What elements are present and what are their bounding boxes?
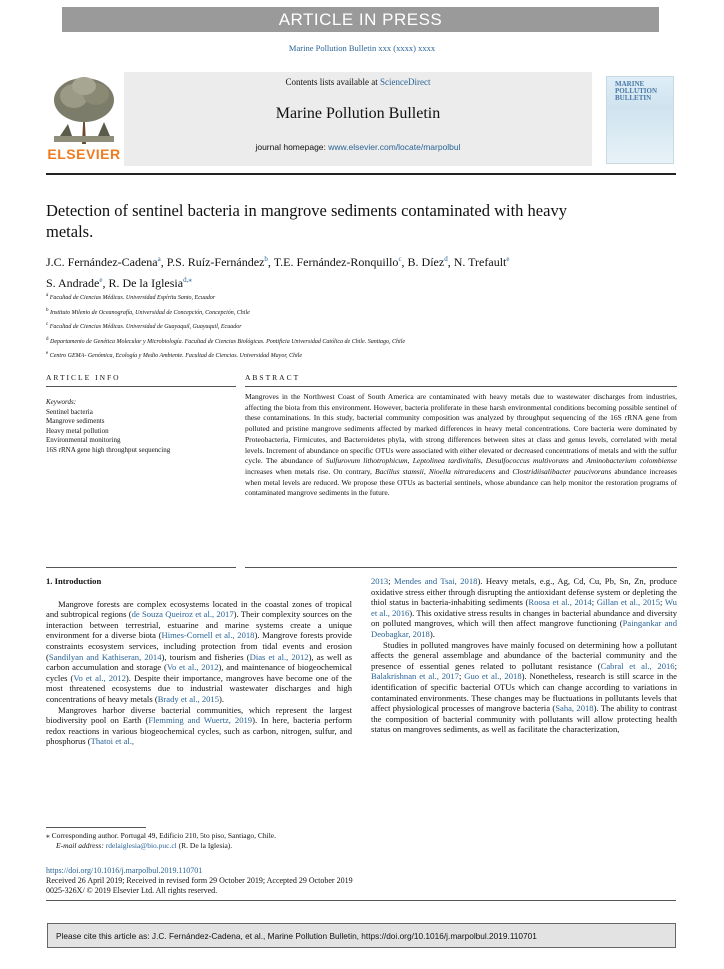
author-affiliation-mark[interactable]: d,⁎ xyxy=(183,276,192,284)
affiliation-item xyxy=(46,348,646,363)
info-rule-bottom xyxy=(46,567,236,568)
contents-line xyxy=(124,77,592,87)
author-affiliation-mark[interactable]: a xyxy=(157,255,161,263)
text: ). Despite their importance, mangroves have become one of the most threatened ecosystems due to industrial wastewater discharges and high concentrations of heavy metals ( xyxy=(46,672,352,704)
article-info-heading: ARTICLE INFO xyxy=(46,373,121,382)
citation-link[interactable]: Flemming and Wuertz, 2019 xyxy=(148,715,253,726)
text: Mangrove forests are complex ecosystems located in the coastal zones of tropical and subtropical regions ( xyxy=(46,598,352,620)
abstract-rule-bottom xyxy=(245,567,677,568)
sciencedirect-link[interactable]: ScienceDirect xyxy=(380,77,431,87)
abstract-part: and xyxy=(495,466,513,476)
citation-link[interactable]: Saha, 2018 xyxy=(555,703,594,714)
abstract-species: Sulfurovum lithotrophicum, Leptolinea tardivitalis, Desulfococcus multivorans xyxy=(325,456,569,466)
author-name: , R. De la Iglesia xyxy=(102,276,184,290)
citation-box: Please cite this article as: J.C. Fernández-Cadena, et al., Marine Pollution Bulletin, https://doi.org/10.1016/j.marpolbul.2019.110701 xyxy=(47,923,676,948)
text: ). xyxy=(429,628,435,639)
author-name: , B. Díez xyxy=(401,255,445,269)
citation-link[interactable]: Himes-Cornell et al., 2018 xyxy=(161,630,255,641)
contents-prefix: Contents lists available at xyxy=(285,77,380,87)
cover-title: MARINE POLLUTION BULLETIN xyxy=(615,80,658,102)
abstract-part: increases when metals rise. On contrary, xyxy=(245,466,375,476)
article-title: Detection of sentinel bacteria in mangrove sediments contaminated with heavy metals. xyxy=(46,201,567,241)
keyword-item: 16S rRNA gene high throughput sequencing xyxy=(46,445,171,454)
email-suffix: (R. De la Iglesia). xyxy=(176,841,233,850)
author-affiliation-mark[interactable]: b xyxy=(264,255,268,263)
author-affiliation-mark[interactable]: e xyxy=(99,276,103,284)
text: ). This oxidative stress results in changes in bacterial abundance and diversity on polluted mangroves, which will then affect mangrove functioning ( xyxy=(371,607,677,629)
citation-link[interactable]: Gillan et al., 2015 xyxy=(596,597,661,608)
author-name: S. Andrade xyxy=(46,276,100,290)
keyword-item: Heavy metal pollution xyxy=(46,426,109,435)
text: ; xyxy=(458,671,465,682)
author-affiliation-mark[interactable]: c xyxy=(398,255,402,263)
citation-link[interactable]: Sandilyan and Kathiseran, 2014 xyxy=(48,651,162,662)
text: ), and maintenance of biogeochemical cycles ( xyxy=(46,662,353,683)
homepage-prefix: journal homepage: xyxy=(255,142,329,152)
body-right-column xyxy=(371,576,677,735)
affiliation-text: Instituto Milenio de Oceanografía, Universidad de Concepción, Concepción, Chile xyxy=(48,309,250,316)
body-left-column xyxy=(46,576,352,747)
email-link[interactable]: rdelaiglesia@bio.puc.cl xyxy=(105,841,177,850)
abstract-rule-top xyxy=(245,386,677,387)
keywords-list xyxy=(46,408,236,456)
author-list xyxy=(46,250,666,292)
abstract-species: Bacillus stamsii, Nioella nitrareducens xyxy=(374,466,496,476)
info-rule-top xyxy=(46,386,236,387)
text: ). Mangrove forests provide constraints ecosystem services, including protection from tidal events and erosion ( xyxy=(46,630,352,662)
citation-link[interactable]: Balakrishnan et al., 2017 xyxy=(371,671,459,682)
journal-header xyxy=(46,72,676,166)
citation-link[interactable]: Roosa et al., 2014 xyxy=(528,597,592,608)
text: ; xyxy=(388,576,395,586)
copyright: 0025-326X/ © 2019 Elsevier Ltd. All rights reserved. xyxy=(46,886,218,895)
article-metadata xyxy=(46,866,676,896)
text: Studies in polluted mangroves have mainly focused on determining how a pollutant affects the general assemblage and abundance of the bacterial community and the presence of essential genes related to pollutant resistance ( xyxy=(371,639,677,671)
abstract-heading: ABSTRACT xyxy=(245,373,301,382)
citation-link[interactable]: Wu et al., 2016 xyxy=(371,597,677,618)
author-name: , N. Trefault xyxy=(447,255,507,269)
text: ). Heavy metals, e.g., Ag, Cd, Cu, Pb, Sn, Zn, produce oxidative stress either through disrupting the antioxidant defense system or depleting the thiol status in bacteria-inhabiting sediments ( xyxy=(371,576,677,608)
text: ). The ability to contrast the composition of bacterial community with pollutants will allow protecting health status on mangroves sediments, as well as facilitate the characterization, xyxy=(371,703,677,735)
author-name: J.C. Fernández-Cadena xyxy=(46,255,158,269)
affiliation-mark: a xyxy=(46,293,49,298)
author-name: , T.E. Fernández-Ronquillo xyxy=(267,255,399,269)
keyword-item: Mangrove sediments xyxy=(46,417,105,425)
intro-paragraph-1 xyxy=(46,599,352,705)
affiliation-item xyxy=(46,290,646,305)
keywords-label: Keywords: xyxy=(46,398,77,406)
abstract-species: Clostridiisalibacter paucivorans xyxy=(512,466,612,476)
intro-paragraph-2 xyxy=(46,705,352,747)
keywords-block xyxy=(46,398,236,455)
affiliation-text: Facultad de Ciencias Médicas. Universidad Espíritu Santo, Ecuador xyxy=(48,295,216,301)
footnote-rule xyxy=(46,827,146,828)
homepage-link[interactable]: www.elsevier.com/locate/marpolbul xyxy=(328,142,461,152)
text: ). Nonetheless, research is still scarce in the identification of specific bacterial OTUs which can change according to variations in contaminated environments. These changes may be fluctuations in pollutants levels that affect physiological processes of mangrove bacteria ( xyxy=(371,671,677,714)
author-affiliation-mark[interactable]: d xyxy=(444,255,448,263)
author-name: , P.S. Ruíz-Fernández xyxy=(160,255,265,269)
citation-link[interactable]: Mendes and Tsai, 2018 xyxy=(394,576,478,586)
citation-link[interactable]: Dias et al., 2012 xyxy=(249,651,309,662)
citation-link[interactable]: 2013 xyxy=(371,576,389,586)
citation-link[interactable]: Vo et al., 2012 xyxy=(73,672,126,683)
text: ). Their complexity sources on the interaction between terrestrial, estuarine and marine systems create a unique environment for a diverse biota ( xyxy=(46,609,352,641)
metadata-rule xyxy=(46,900,676,901)
affiliation-item xyxy=(46,305,646,320)
corresponding-author: ⁎ Corresponding author. Portugal 49, Edificio 210, 5to piso, Santiago, Chile. xyxy=(46,831,276,840)
citation-link[interactable]: Guo et al., 2018 xyxy=(464,671,522,682)
affiliations xyxy=(46,290,646,363)
author-affiliation-mark[interactable]: e xyxy=(506,255,510,263)
keyword-item: Environmental monitoring xyxy=(46,436,121,444)
authors-line-2 xyxy=(46,271,666,292)
affiliation-text: Departamento de Genética Molecular y Microbiología. Facultad de Ciencias Biológicas. Pontificia Universidad Católica de Chile. Santiago, Chile xyxy=(48,338,406,345)
citation-link[interactable]: Cabral et al., 2016 xyxy=(600,660,675,671)
text: ). In here, bacteria perform redox reactions in various biogeochemical cycles, such as carbon, nitrogen, sulfur, and phosphorus ( xyxy=(46,715,352,747)
abstract-part: abundance increases when metal levels are reduced. We propose these OTUs as bacterial sentinels, whose abundance can help monitor the restoration programs of contaminated mangrove sediments in the future. xyxy=(245,466,677,498)
journal-cover-thumbnail xyxy=(606,76,674,164)
email-line xyxy=(46,841,366,851)
intro-paragraph-2-cont xyxy=(371,576,677,640)
affiliation-text: Centro GEMA- Genómica, Ecología y Medio Ambiente. Facultad de Ciencias. Universidad Mayor, Chile xyxy=(48,353,303,359)
affiliation-mark: b xyxy=(46,307,49,313)
email-label: E-mail address: xyxy=(56,841,106,850)
abstract-part: Mangroves in the Northwest Coast of South America are contaminated with heavy metals due to wastewater discharges from industries, affecting the biota from this environment. However, bacteria proliferate in these harsh environmental conditions becoming possible sentinel of these contaminations. In this study, bacterial community composition was analyzed by throughput sequencing of the 16S rRNA gene from polluted and pristine mangrove sediments affected by marked differences in heavy metal concentrations. Core bacteria were dominated by Proteobacteria, Firmicutes, and Bacteroidetes phyla, with strong differences between sites at class and genus levels, correlated with metal levels. Increment of abundance on specific OTUs were associated with either elevated or decreased concentrations of metals and with the sulfur cycle. The abundance of xyxy=(245,392,677,466)
text: ; xyxy=(660,597,665,608)
text: Mangroves harbor diverse bacterial communities, which represent the largest biodiversity pool on Earth ( xyxy=(46,704,352,726)
affiliation-text: Facultad de Ciencias Médicas. Universidad de Guayaquil, Guayaquil, Ecuador xyxy=(48,324,242,330)
authors-line-1 xyxy=(46,250,666,271)
affiliation-mark: e xyxy=(46,351,49,356)
journal-title: Marine Pollution Bulletin xyxy=(275,105,441,122)
journal-reference[interactable]: Marine Pollution Bulletin xxx (xxxx) xxxx xyxy=(288,43,436,53)
keyword-item: Sentinel bacteria xyxy=(46,407,93,416)
elsevier-wordmark: ELSEVIER xyxy=(47,146,121,162)
citation-link[interactable]: de Souza Queiroz et al., 2017 xyxy=(131,609,234,620)
text: ), tourism and fisheries ( xyxy=(161,651,250,662)
abstract-part: and xyxy=(568,456,587,466)
text: ; xyxy=(674,660,677,671)
affiliation-item xyxy=(46,334,646,349)
text: ). xyxy=(219,693,225,704)
abstract-text xyxy=(245,392,677,499)
affiliation-item xyxy=(46,319,646,334)
header-rule xyxy=(46,173,676,175)
text: ), as well as carbon accumulation and storage ( xyxy=(46,651,352,673)
citation-link[interactable]: Vo et al., 2012 xyxy=(166,662,219,673)
affiliation-mark: c xyxy=(46,322,49,327)
footnote xyxy=(46,831,366,851)
citation-link[interactable]: Thatoi et al., xyxy=(90,736,135,747)
citation-link[interactable]: Paingankar and Deobagkar, 2018 xyxy=(371,618,677,639)
affiliation-mark: d xyxy=(46,336,49,342)
text: ; xyxy=(591,597,597,608)
citation-link[interactable]: Brady et al., 2015 xyxy=(157,693,220,704)
doi-link[interactable]: https://doi.org/10.1016/j.marpolbul.2019.110701 xyxy=(46,866,203,875)
received-dates: Received 26 April 2019; Received in revised form 29 October 2019; Accepted 29 October 2019 xyxy=(46,876,353,885)
journal-homepage xyxy=(124,142,592,152)
article-in-press-banner: ARTICLE IN PRESS xyxy=(62,7,659,32)
abstract-species: Aminobacterium colombiense xyxy=(586,456,677,466)
introduction-heading: 1. Introduction xyxy=(46,576,102,586)
intro-paragraph-3 xyxy=(371,640,677,735)
